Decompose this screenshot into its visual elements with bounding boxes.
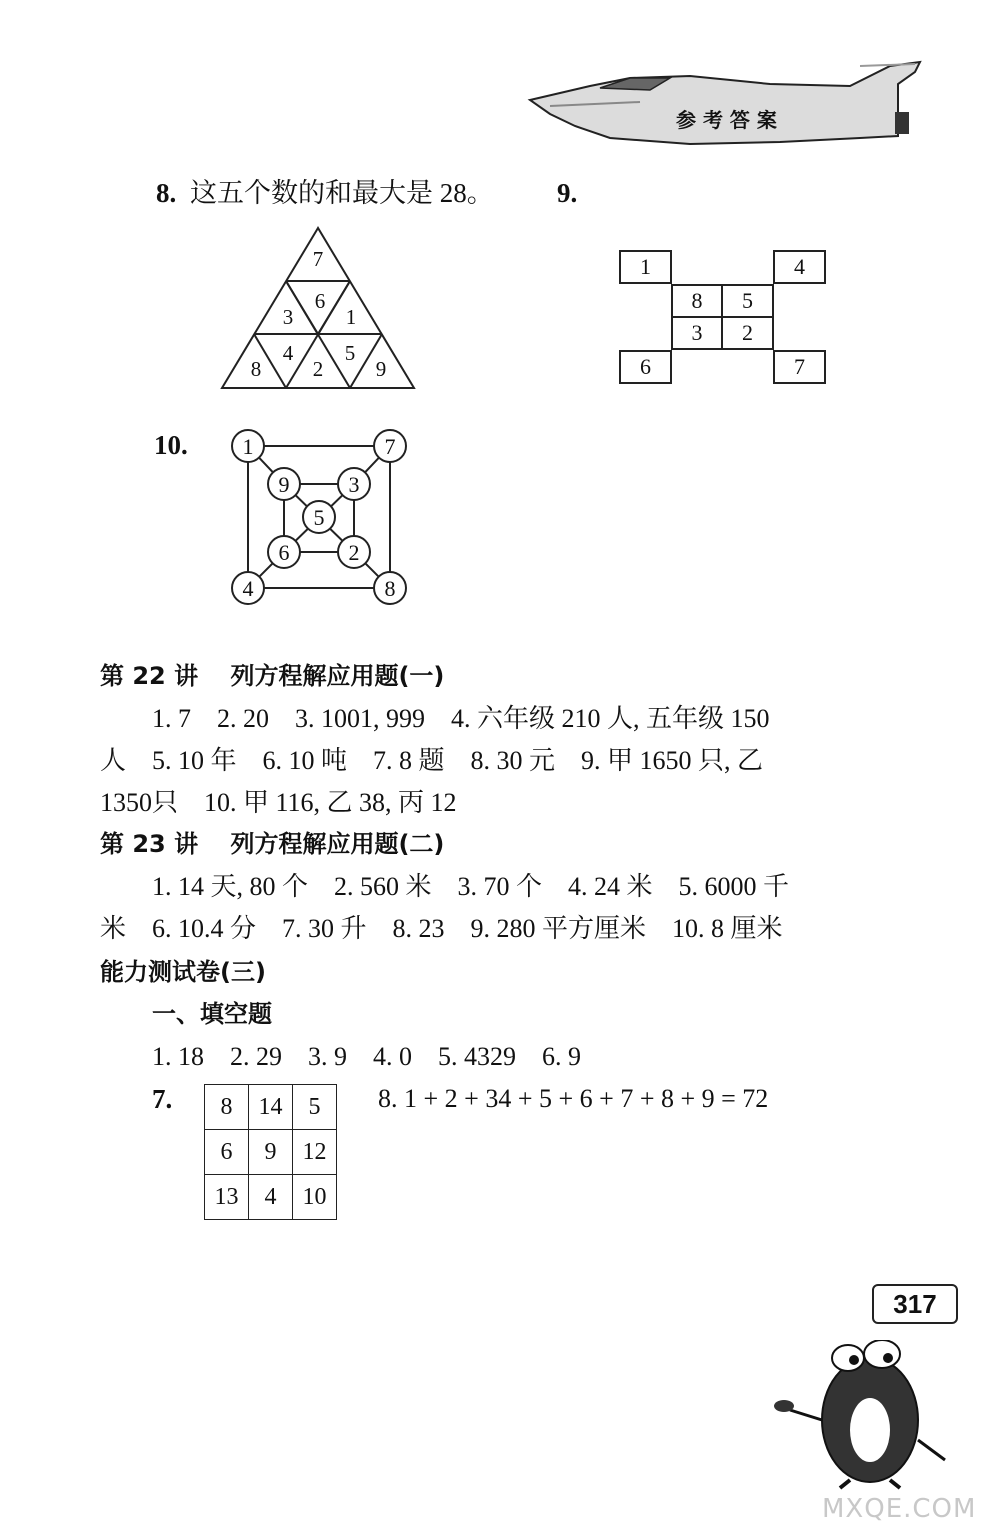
circle-node: 7 [384,434,396,459]
magic-cell: 5 [293,1085,337,1130]
circle-node-center: 5 [313,505,325,530]
test3-q8: 8. 1 + 2 + 34 + 5 + 6 + 7 + 8 + 9 = 72 [378,1084,769,1113]
header-title: 参 考 答 案 [676,108,777,132]
test3-q7-number: 7. [152,1084,173,1114]
triangle-mid-cell: 6 [314,289,326,313]
grid-cell-center: 5 [721,284,774,318]
magic-cell: 9 [249,1130,293,1175]
triangle-bottom-cell: 9 [375,357,387,381]
lesson22-title: 第 22 讲 列方程解应用题(一) [100,662,445,690]
circle-node: 8 [384,576,396,601]
test3-line: 1. 18 2. 29 3. 9 4. 0 5. 4329 6. 9 [152,1042,582,1071]
q10-number: 10. [154,430,188,460]
circle-node: 6 [278,540,290,565]
magic-cell: 13 [205,1175,249,1220]
triangle-bottom-cell: 2 [312,357,324,381]
circle-square-diagram [228,428,412,608]
grid-cell-center: 3 [671,316,723,350]
grid-cell-center: 2 [721,316,774,350]
magic-cell: 14 [249,1085,293,1130]
magic-cell: 10 [293,1175,337,1220]
triangle-bottom-cell: 8 [250,357,262,381]
q8-text: 这五个数的和最大是 28。 [190,178,494,208]
q9-number: 9. [557,178,578,208]
mascot-illustration [770,1340,970,1490]
triangle-mid-cell: 1 [345,305,357,329]
lesson23-line: 1. 14 天, 80 个 2. 560 米 3. 70 个 4. 24 米 5. 6000 千 [152,872,790,901]
lesson23-title: 第 23 讲 列方程解应用题(二) [100,830,445,858]
watermark: MXQE.COM [822,1494,977,1524]
magic-cell: 4 [249,1175,293,1220]
circle-node: 2 [348,540,360,565]
triangle-bottom-cell: 5 [344,341,356,365]
grid-cell-bottom-left: 6 [619,350,672,384]
test3-section: 一、填空题 [152,1000,272,1028]
lesson23-line: 米 6. 10.4 分 7. 30 升 8. 23 9. 280 平方厘米 10. 8 厘米 [100,914,783,943]
grid-cell-center: 8 [671,284,723,318]
magic-square [204,1084,337,1220]
lesson22-line: 人 5. 10 年 6. 10 吨 7. 8 题 8. 30 元 9. 甲 1650 只, 乙 [100,746,764,775]
magic-cell: 8 [205,1085,249,1130]
triangle-bottom-cell: 4 [282,341,294,365]
circle-node: 1 [242,434,254,459]
q8-number: 8. [156,178,177,208]
triangle-top-cell: 7 [312,247,324,271]
circle-node: 9 [278,472,290,497]
grid-cell-bottom-right: 7 [773,350,826,384]
circle-node: 4 [242,576,254,601]
triangle-puzzle [220,226,416,390]
lesson22-line: 1. 7 2. 20 3. 1001, 999 4. 六年级 210 人, 五年级 150 [152,704,770,733]
page-number: 317 [872,1284,958,1324]
grid-cell-top-left: 1 [619,250,672,284]
test3-title: 能力测试卷(三) [100,958,266,986]
lesson22-line: 1350只 10. 甲 116, 乙 38, 丙 12 [100,788,457,817]
magic-cell: 12 [293,1130,337,1175]
magic-cell: 6 [205,1130,249,1175]
circle-node: 3 [348,472,360,497]
grid-cell-top-right: 4 [773,250,826,284]
triangle-mid-cell: 3 [282,305,294,329]
